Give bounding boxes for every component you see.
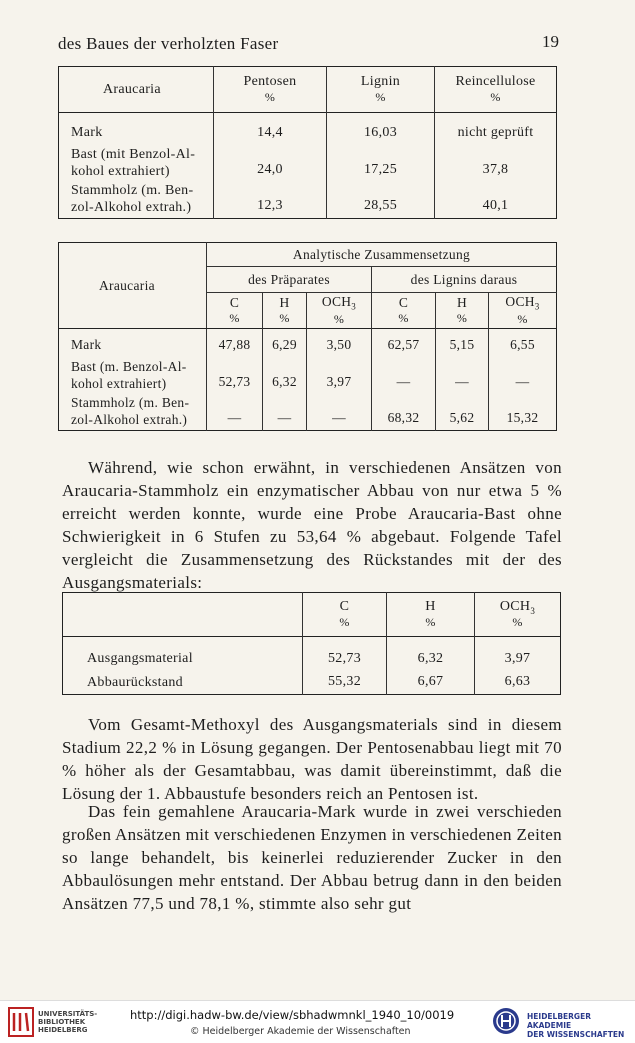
page-number: 19 <box>542 32 559 51</box>
university-library-name: UNIVERSITÄTS- BIBLIOTHEK HEIDELBERG <box>38 1010 98 1034</box>
cell: 24,0 <box>214 145 327 181</box>
academy-name: HEIDELBERGER AKADEMIE DER WISSENSCHAFTEN <box>527 1012 625 1039</box>
cell: 14,4 <box>214 113 327 145</box>
analysis-table <box>58 242 557 431</box>
table2-group-title: Analytische Zusammensetzung <box>207 243 557 267</box>
table3-corner <box>63 593 303 637</box>
cell: 47,88 <box>207 329 263 357</box>
table2-header-lignin-h: H % <box>436 293 489 329</box>
row-label: Stammholz (m. Ben- zol-Alkohol extrah.) <box>71 395 190 428</box>
table-row <box>59 145 557 181</box>
copyright: © Heidelberger Akademie der Wissenschaften <box>190 1026 411 1037</box>
row-label: Mark <box>71 125 103 141</box>
cell: — <box>263 393 307 431</box>
cell: 6,32 <box>263 357 307 393</box>
cell: 68,32 <box>372 393 436 431</box>
cell: 16,03 <box>327 113 435 145</box>
comparison-table <box>62 592 561 695</box>
row-label: Bast (m. Benzol-Al- kohol extrahiert) <box>71 358 187 391</box>
table-row <box>63 671 561 695</box>
table-row <box>63 637 561 671</box>
cell: — <box>436 357 489 393</box>
cell: 6,32 <box>387 637 475 671</box>
university-library-logo-icon <box>8 1007 34 1037</box>
row-label: Bast (mit Benzol-Al- kohol extrahiert) <box>71 146 196 179</box>
table1-header-lignin: Lignin % <box>327 67 435 113</box>
cell: 3,97 <box>475 637 561 671</box>
cell: 28,55 <box>327 181 435 219</box>
cell: 40,1 <box>435 181 557 219</box>
cell: 15,32 <box>489 393 557 431</box>
running-head: des Baues der verholzten Faser <box>58 34 279 53</box>
table-row <box>59 329 557 357</box>
table2-subgroup-praeparat: des Präparates <box>207 267 372 293</box>
table3-header-h: H % <box>387 593 475 637</box>
table2-header-lignin-och3: $OCH_3$ % <box>489 293 557 329</box>
table1-header-reincellulose: Reincellulose % <box>435 67 557 113</box>
table2-header-c: C % <box>207 293 263 329</box>
cell: — <box>489 357 557 393</box>
cell: 3,50 <box>307 329 372 357</box>
cell: nicht geprüft <box>435 113 557 145</box>
cell: 62,57 <box>372 329 436 357</box>
cell: — <box>207 393 263 431</box>
row-label: Stammholz (m. Ben- zol-Alkohol extrah.) <box>71 183 194 216</box>
table2-header-lignin-c: C % <box>372 293 436 329</box>
cell: 37,8 <box>435 145 557 181</box>
row-label: Abbaurückstand <box>87 674 183 690</box>
paragraph: Vom Gesamt-Methoxyl des Ausgangsmaterials sind in diesem Stadium 22,2 % in Lösung gegangen. Der Pentosenabbau liegt mit 70 % höher als der Gesamtabbau, was damit übereinstimmt, daß die Lösung der 1. Abbaustufe besonders reich an Pentosen ist. <box>62 715 562 803</box>
row-label: Mark <box>71 337 102 353</box>
table2-header-h: H % <box>263 293 307 329</box>
table2-subgroup-lignin: des Lignins daraus <box>372 267 557 293</box>
table1-corner-label: Araucaria <box>103 81 161 97</box>
cell: 6,67 <box>387 671 475 695</box>
table2-header-och3: $OCH_3$ % <box>307 293 372 329</box>
source-url-link[interactable]: http://digi.hadw-bw.de/view/sbhadwmnkl_1940_10/0019 <box>130 1008 455 1022</box>
cell: 55,32 <box>303 671 387 695</box>
cell: — <box>307 393 372 431</box>
academy-logo-icon <box>491 1006 521 1036</box>
paragraph: Das fein gemahlene Araucaria-Mark wurde in zwei verschieden großen Ansätzen mit verschiedenen Enzymen in verschiedenen Zeiten so lange behandelt, bis keinerlei reduzierender Zucker in den Abbaulösungen mehr entstand. Der Abbau betrug dann in den beiden Ansätzen 77,5 und 78,1 %, stimmte also sehr gut <box>62 802 562 913</box>
cell: 5,15 <box>436 329 489 357</box>
paragraph: Während, wie schon erwähnt, in verschiedenen Ansätzen von Araucaria-Stammholz ein enzymatischer Abbau von nur etwa 5 % erreicht werden konnte, wurde eine Probe Araucaria-Bast ohne Schwierigkeit in 6 Stufen zu 53,64 % abgebaut. Folgende Tafel vergleicht die Zusammensetzung des Rückstandes mit der des Ausgangsmaterials: <box>62 458 562 592</box>
cell: 52,73 <box>303 637 387 671</box>
row-label: Ausgangsmaterial <box>87 651 193 667</box>
cell: 52,73 <box>207 357 263 393</box>
cell: 17,25 <box>327 145 435 181</box>
cell: 6,29 <box>263 329 307 357</box>
table-row <box>59 113 557 145</box>
cell: 3,97 <box>307 357 372 393</box>
table1-header-pentosen: Pentosen % <box>214 67 327 113</box>
table-row <box>59 393 557 431</box>
table3-header-c: C % <box>303 593 387 637</box>
table-row <box>59 357 557 393</box>
table2-corner-label: Araucaria <box>59 243 207 329</box>
table-row <box>59 181 557 219</box>
cell: 6,63 <box>475 671 561 695</box>
cell: — <box>372 357 436 393</box>
cell: 6,55 <box>489 329 557 357</box>
composition-table <box>58 66 557 219</box>
cell: 12,3 <box>214 181 327 219</box>
cell: 5,62 <box>436 393 489 431</box>
footer-bar <box>0 1000 635 1043</box>
table3-header-och3: $OCH_3$ % <box>475 593 561 637</box>
